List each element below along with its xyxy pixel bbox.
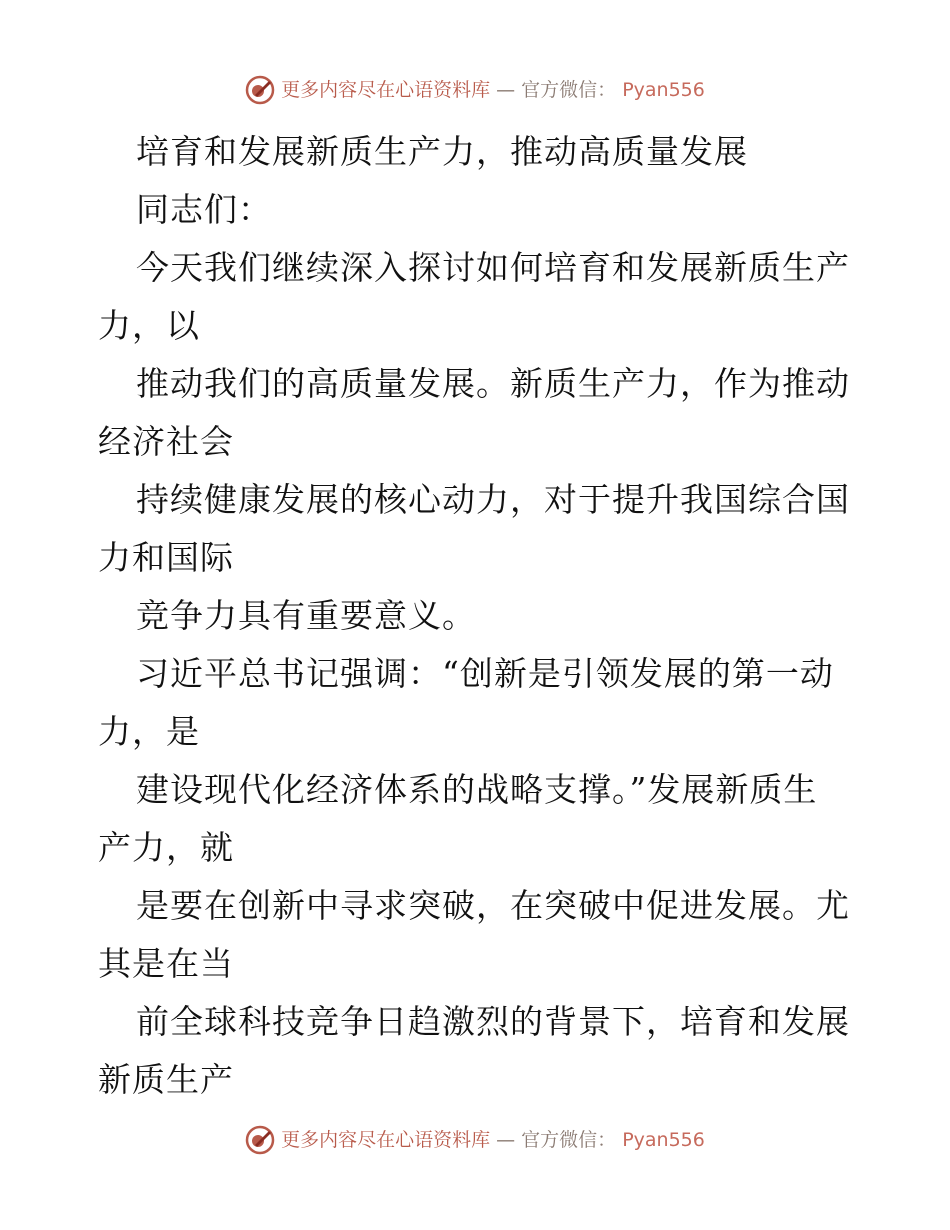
watermark-wechat-id: Pyan556 bbox=[622, 79, 705, 101]
watermark-separator: — bbox=[496, 79, 516, 101]
text-line: 经济社会 bbox=[98, 422, 234, 461]
pen-logo-icon bbox=[245, 75, 275, 105]
watermark-label: 官方微信： bbox=[521, 1129, 617, 1151]
text-line: 力和国际 bbox=[98, 538, 234, 577]
text-line: 力，以 bbox=[98, 306, 200, 345]
text-line: 其是在当 bbox=[98, 944, 234, 983]
watermark-main-text: 更多内容尽在心语资料库 bbox=[281, 79, 491, 101]
document-body bbox=[98, 123, 858, 1109]
watermark-main-text: 更多内容尽在心语资料库 bbox=[281, 1129, 491, 1151]
watermark-separator: — bbox=[496, 1129, 516, 1151]
text-line: 竞争力具有重要意义。 bbox=[136, 596, 476, 635]
salutation: 同志们： bbox=[136, 190, 272, 229]
watermark-label: 官方微信： bbox=[521, 79, 617, 101]
text-line: 推动我们的高质量发展。新质生产力，作为推动 bbox=[136, 364, 850, 403]
text-line: 前全球科技竞争日趋激烈的背景下，培育和发展 bbox=[136, 1002, 850, 1041]
pen-logo-icon bbox=[245, 1125, 275, 1155]
text-line: 建设现代化经济体系的战略支撑。”发展新质生 bbox=[136, 770, 818, 809]
document-title: 培育和发展新质生产力，推动高质量发展 bbox=[136, 132, 748, 171]
footer-watermark bbox=[0, 1125, 950, 1155]
text-line: 今天我们继续深入探讨如何培育和发展新质生产 bbox=[136, 248, 850, 287]
text-line: 力，是 bbox=[98, 712, 200, 751]
text-line: 新质生产 bbox=[98, 1060, 234, 1099]
text-line: 是要在创新中寻求突破，在突破中促进发展。尤 bbox=[136, 886, 850, 925]
text-line: 习近平总书记强调：“创新是引领发展的第一动 bbox=[136, 654, 834, 693]
header-watermark bbox=[0, 75, 950, 105]
text-line: 产力，就 bbox=[98, 828, 234, 867]
text-line: 持续健康发展的核心动力，对于提升我国综合国 bbox=[136, 480, 850, 519]
watermark-wechat-id: Pyan556 bbox=[622, 1129, 705, 1151]
